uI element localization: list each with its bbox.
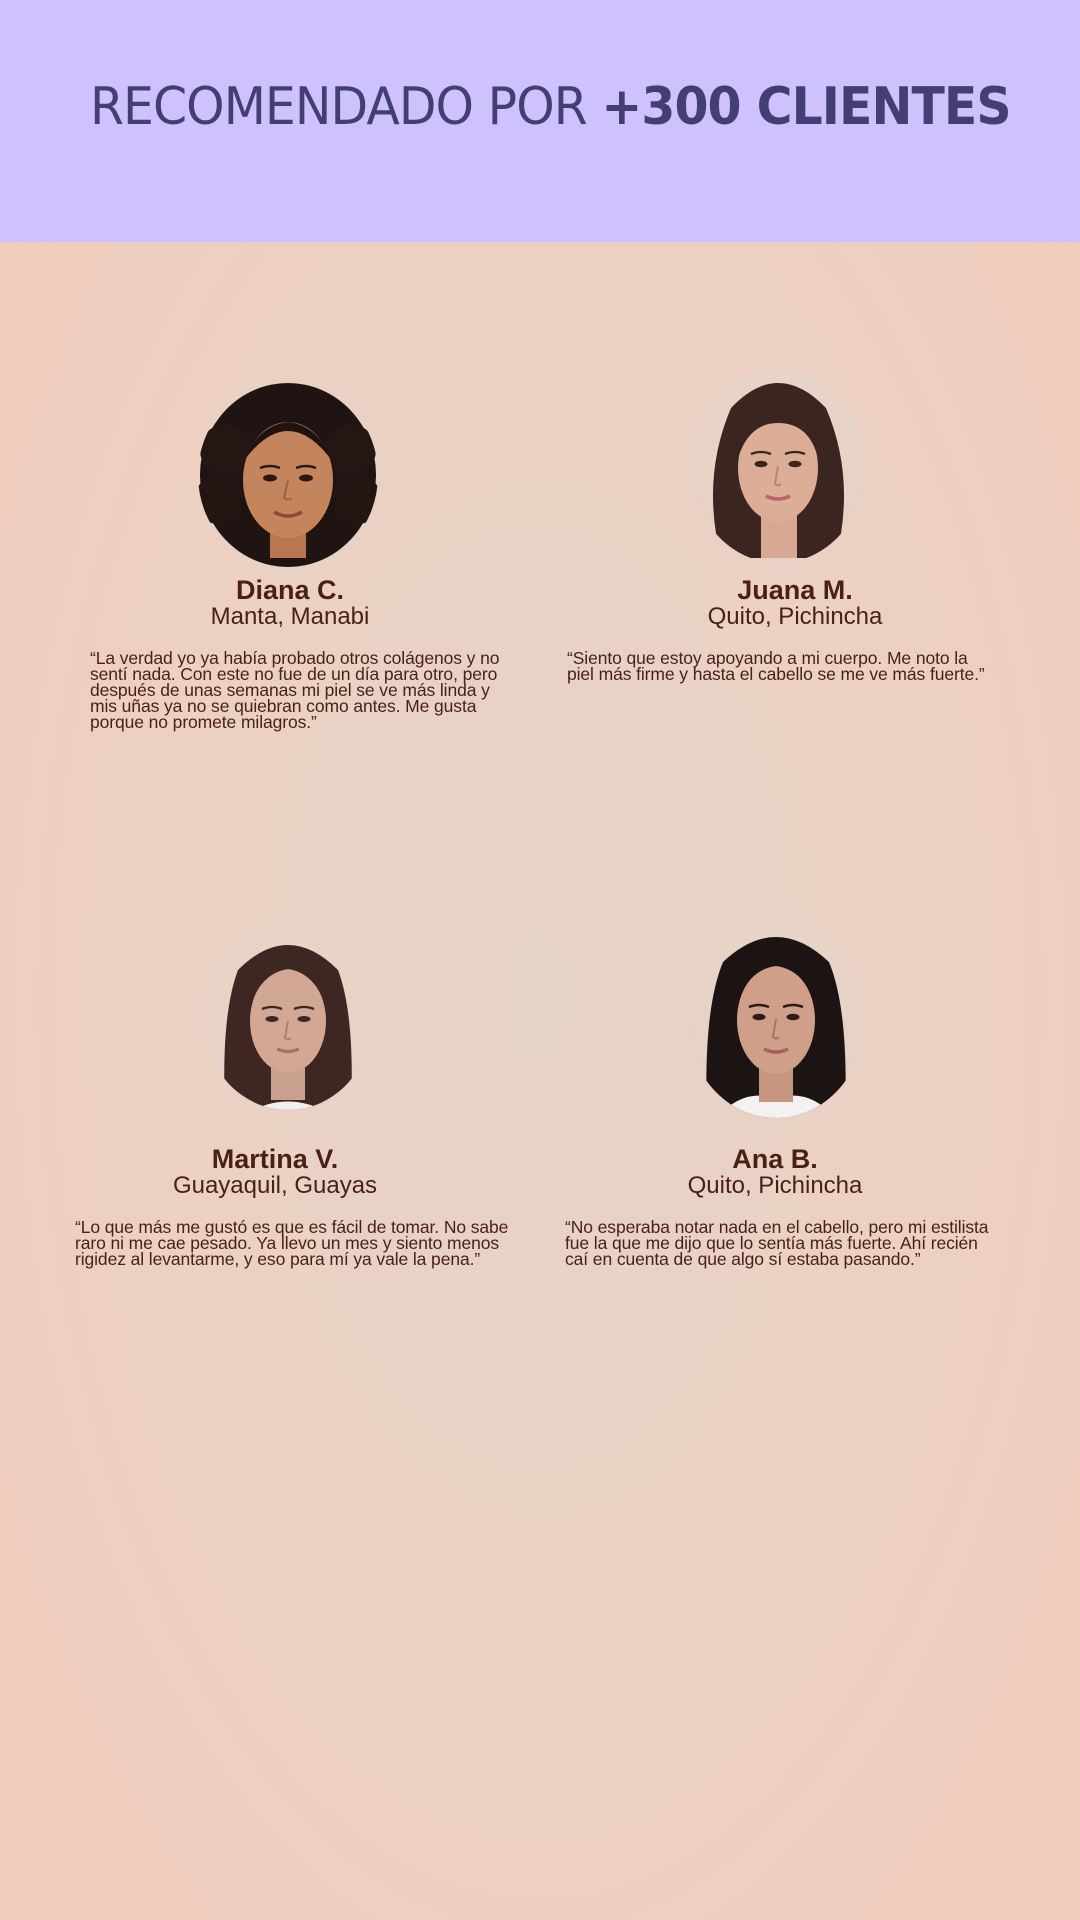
portrait-photo-dark-straight-hair bbox=[687, 920, 865, 1118]
testimonial-card-juana bbox=[555, 368, 995, 688]
title-highlight: +300 CLIENTES bbox=[601, 77, 1011, 137]
avatar bbox=[203, 925, 373, 1110]
avatar bbox=[687, 920, 865, 1118]
portrait-photo-straight-hair bbox=[203, 925, 373, 1110]
header-banner bbox=[0, 0, 1080, 242]
testimonial-card-diana bbox=[70, 380, 510, 740]
testimonial-card-ana bbox=[545, 920, 989, 1270]
testimonial-location: Quito, Pichincha bbox=[687, 1172, 863, 1199]
testimonial-name: Juana M. bbox=[737, 575, 853, 605]
page-title bbox=[90, 72, 1011, 142]
testimonial-quote: “Lo que más me gustó es que es fácil de tomar. No sabe raro ni me cae pesado. Ya llevo un mes y siento menos rigidez al levantarme, y eso para mí ya vale la pena.” bbox=[75, 1217, 509, 1269]
portrait-photo-curly-hair bbox=[198, 380, 378, 570]
testimonial-card-martina bbox=[55, 925, 509, 1275]
testimonial-name: Diana C. bbox=[235, 575, 345, 605]
testimonial-name: Martina V. bbox=[211, 1144, 339, 1174]
testimonial-location: Manta, Manabi bbox=[210, 603, 370, 630]
testimonial-location: Guayaquil, Guayas bbox=[172, 1172, 378, 1199]
testimonial-quote: “Siento que estoy apoyando a mi cuerpo. Me noto la piel más firme y hasta el cabello se me ve más fuerte.” bbox=[567, 648, 985, 684]
testimonial-name: Ana B. bbox=[732, 1144, 818, 1174]
avatar bbox=[198, 380, 378, 570]
title-prefix: RECOMENDADO POR bbox=[90, 77, 602, 137]
testimonial-quote: “No esperaba notar nada en el cabello, pero mi estilista fue la que me dijo que lo sentía más fuerte. Ahí recién caí en cuenta de que algo sí estaba pasando.” bbox=[565, 1217, 989, 1269]
avatar bbox=[691, 368, 866, 563]
portrait-photo-long-wavy-hair bbox=[691, 368, 866, 563]
testimonial-quote: “La verdad yo ya había probado otros colágenos y no sentí nada. Con este no fue de un día para otro, pero después de unas semanas mi piel se ve más linda y mis uñas ya no se quiebran como antes. Me gusta porque no promete milagros.” bbox=[90, 648, 500, 732]
testimonial-location: Quito, Pichincha bbox=[707, 603, 883, 630]
